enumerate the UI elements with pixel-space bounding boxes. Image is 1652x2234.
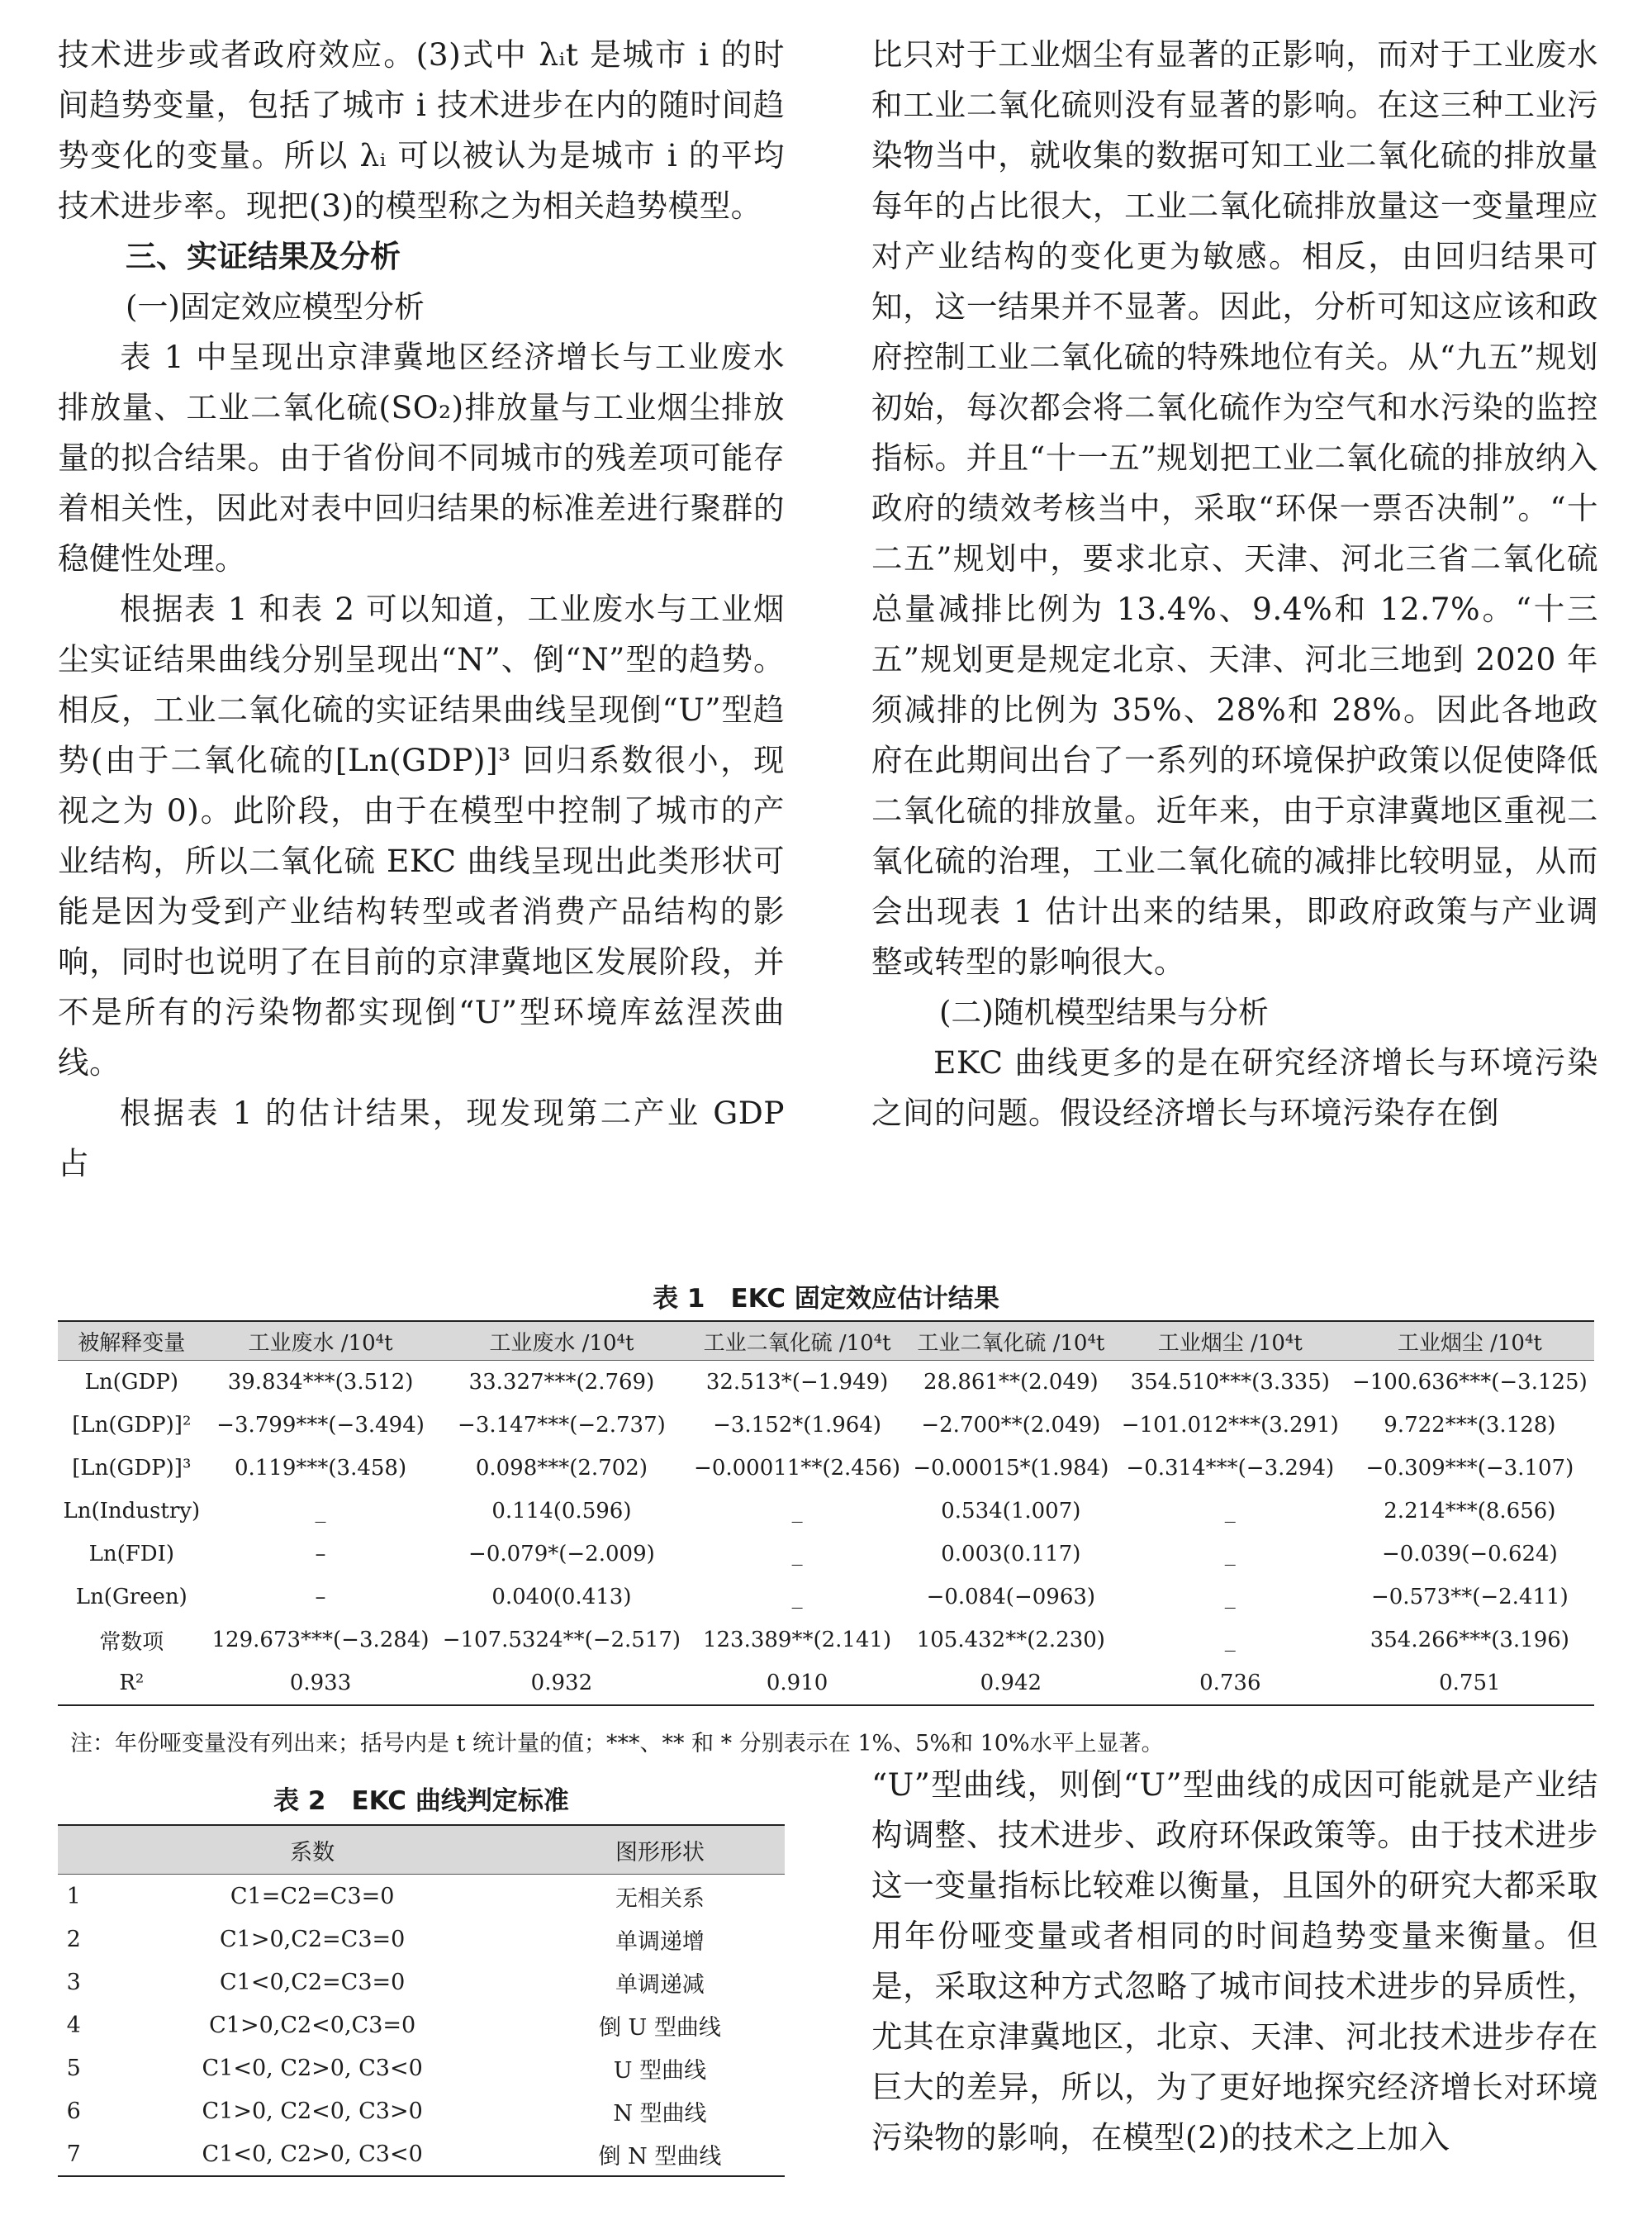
table-cell: R² [58,1661,206,1705]
table-cell: −3.147***(−2.737) [458,1413,666,1438]
table-cell: −0.084(−0963) [926,1585,1096,1609]
table-cell: 123.389**(2.141) [702,1628,892,1652]
table-cell: _ [791,1585,803,1609]
table-cell: 28.861**(2.049) [923,1370,1099,1395]
table-row [58,1618,1594,1661]
column-header: 工业废水 /10⁴t [206,1321,436,1361]
table-cell: _ [791,1542,803,1566]
paragraph: 比只对于工业烟尘有显著的正影响，而对于工业废水和工业二氧化硫则没有显著的影响。在这三种工业污染物当中，就收集的数据可知工业二氧化硫的排放量每年的占比很大，工业二氧化硫排放量这一变量理应对产业结构的变化更为敏感。相反，由回归结果可知，这一结果并不显著。因此，分析可知这应该和政府控制工业二氧化硫的特殊地位有关。从“九五”规划初始，每次都会将二氧化硫作为空气和水污染的监控指标。并且“十一五”规划把工业二氧化硫的排放纳入政府的绩效考核当中，采取“环保一票否决制”。“十二五”规划中，要求北京、天津、河北三省二氧化硫总量减排比例为 13.4%、9.4%和 12.7%。“十三五”规划更是规定北京、天津、河北三地到 2020 年须减排的比例为 35%、28%和 28%。因此各地政府在此期间出台了一系列的环境保护政策以促使降低二氧化硫的排放量。近年来，由于京津冀地区重视二氧化硫的治理，工业二氧化硫的减排比较明显，从而会出现表 1 估计出来的结果，即政府政策与产业调整或转型的影响很大。 [871,36,1598,980]
table1-note: 注：年份哑变量没有列出来；括号内是 t 统计量的值；***、** 和 * 分别表示在 1%、5%和 10%水平上显著。 [70,1731,1164,1756]
table-row [58,2003,785,2046]
table-cell: 0.736 [1115,1661,1346,1705]
table-cell: 0.098***(2.702) [475,1456,648,1481]
table-cell: C1>0, C2<0, C3>0 [202,2098,423,2124]
right-column [871,30,1598,1138]
table-cell: 0.933 [206,1661,436,1705]
table-cell: 9.722***(3.128) [1384,1413,1556,1438]
column-header: 工业二氧化硫 /10⁴t [687,1321,906,1361]
table-cell: Ln(FDI) [88,1542,175,1566]
table-cell: 6 [66,2098,81,2124]
subsection-heading: (二)随机模型结果与分析 [939,995,1269,1030]
table-cell: 0.119***(3.458) [234,1456,407,1481]
table-cell: 0.534(1.007) [941,1499,1081,1523]
column-header: 被解释变量 [58,1321,206,1361]
table-cell: 2.214***(8.656) [1384,1499,1556,1523]
paragraph: 表 1 中呈现出京津冀地区经济增长与工业废水排放量、工业二氧化硫(SO₂)排放量与工业烟尘排放量的拟合结果。由于省份间不同城市的残差项可能存着相关性，因此对表中回归结果的标准差进行聚群的稳健性处理。 [58,339,785,577]
table-cell: 5 [66,2055,81,2081]
paragraph: 根据表 1 的估计结果，现发现第二产业 GDP 占 [58,1095,785,1181]
table-cell: −0.00015*(1.984) [913,1456,1109,1481]
table-cell: _ [1224,1585,1236,1609]
table-cell: −0.079*(−2.009) [468,1542,655,1566]
table-row [58,1661,1594,1705]
paragraph: 技术进步或者政府效应。(3)式中 λᵢt 是城市 i 的时间趋势变量，包括了城市 i 技术进步在内的随时间趋势变化的变量。所以 λᵢ 可以被认为是城市 i 的平均技术进步率。现把(3)的模型称之为相关趋势模型。 [58,36,785,224]
table-cell: – [315,1542,326,1566]
table-cell: 倒 N 型曲线 [535,2132,785,2176]
table-cell: C1<0, C2>0, C3<0 [202,2055,423,2081]
column-header: 系数 [89,1825,534,1875]
table-cell: −0.039(−0.624) [1381,1542,1558,1566]
column-header: 工业烟尘 /10⁴t [1115,1321,1346,1361]
table-cell: 354.266***(3.196) [1370,1628,1569,1652]
table1-header-row [58,1321,1594,1361]
table-cell: 2 [66,1926,81,1952]
table-row [58,1404,1594,1447]
paragraph: EKC 曲线更多的是在研究经济增长与环境污染之间的问题。假设经济增长与环境污染存在倒 [871,1044,1598,1131]
table-cell: 105.432**(2.230) [916,1628,1105,1652]
table-cell: −3.152*(1.964) [713,1413,882,1438]
subsection-heading: (一)固定效应模型分析 [126,289,425,325]
table-cell: 7 [58,2132,89,2176]
column-header: 图形形状 [535,1825,785,1875]
table-cell: 无相关系 [615,1885,705,1912]
table-cell: _ [1224,1628,1236,1652]
table-cell: _ [315,1499,326,1523]
table-row [58,2132,785,2176]
table-cell: 4 [66,2012,81,2038]
table-cell: 单调递减 [615,1971,705,1998]
table-cell: 0.003(0.117) [941,1542,1081,1566]
table-cell: −100.636***(−3.125) [1351,1370,1588,1395]
table-cell: 129.673***(−3.284) [211,1628,430,1652]
table1-body [58,1361,1594,1706]
column-header: 工业烟尘 /10⁴t [1346,1321,1594,1361]
table-cell: [Ln(GDP)]² [72,1413,192,1438]
table-cell: −0.573**(−2.411) [1370,1585,1569,1609]
table-cell: 倒 U 型曲线 [598,2014,721,2041]
table-row [58,1875,785,1918]
table2 [58,1824,785,2177]
table2-header-row [58,1825,785,1875]
table-cell: U 型曲线 [613,2057,707,2084]
section-heading: 三、实证结果及分析 [126,239,401,274]
table-cell: 0.910 [687,1661,906,1705]
table-cell: −0.309***(−3.107) [1365,1456,1574,1481]
table-row [58,1533,1594,1576]
table2-body [58,1875,785,2177]
table-row [58,1447,1594,1490]
table-cell: −0.314***(−3.294) [1126,1456,1335,1481]
table-row [58,1576,1594,1618]
table-row [58,1361,1594,1405]
table-row [58,1490,1594,1533]
column-header [58,1825,89,1875]
table-cell: C1<0, C2>0, C3<0 [89,2132,534,2176]
table-row [58,1961,785,2003]
table2-caption: 表 2 EKC 曲线判定标准 [273,1786,569,1816]
table-cell: Ln(Green) [75,1585,188,1609]
table-cell: 3 [66,1969,81,1995]
table-cell: 0.942 [907,1661,1115,1705]
table-cell: 0.040(0.413) [491,1585,632,1609]
table1-caption: 表 1 EKC 固定效应估计结果 [653,1284,999,1314]
table-row [58,1918,785,1961]
column-header: 工业二氧化硫 /10⁴t [907,1321,1115,1361]
table-cell: C1<0,C2=C3=0 [219,1969,406,1995]
table-cell: 0.751 [1346,1661,1594,1705]
table-cell: C1=C2=C3=0 [230,1883,395,1909]
table-cell: Ln(Industry) [63,1499,201,1523]
table-cell: _ [1224,1542,1236,1566]
table-cell: −2.700**(2.049) [921,1413,1101,1438]
table-cell: C1>0,C2=C3=0 [219,1926,406,1952]
table-cell: 32.513*(−1.949) [705,1370,889,1395]
table-cell: C1>0,C2<0,C3=0 [209,2012,416,2038]
paragraph: “U”型曲线，则倒“U”型曲线的成因可能就是产业结构调整、技术进步、政府环保政策等。由于技术进步这一变量指标比较难以衡量，且国外的研究大都采取用年份哑变量或者相同的时间趋势变量来衡量。但是，采取这种方式忽略了城市间技术进步的异质性，尤其在京津冀地区，北京、天津、河北技术进步存在巨大的差异，所以，为了更好地探究经济增长对环境污染物的影响，在模型(2)的技术之上加入 [871,1766,1598,2156]
table-cell: N 型曲线 [613,2100,707,2127]
table-cell: −107.5324**(−2.517) [442,1628,681,1652]
table-cell: 39.834***(3.512) [227,1370,414,1395]
table-cell: −0.00011**(2.456) [694,1456,901,1481]
table-cell: 1 [66,1883,81,1909]
paragraph: 根据表 1 和表 2 可以知道，工业废水与工业烟尘实证结果曲线分别呈现出“N”、倒“N”型的趋势。相反，工业二氧化硫的实证结果曲线呈现倒“U”型趋势(由于二氧化硫的[Ln(GDP)]³ 回归系数很小，现视之为 0)。此阶段，由于在模型中控制了城市的产业结构，所以二氧化硫 EKC 曲线呈现出此类形状可能是因为受到产业结构转型或者消费产品结构的影响，同时也说明了在目前的京津冀地区发展阶段，并不是所有的污染物都实现倒“U”型环境库兹涅茨曲线。 [58,591,785,1081]
table-cell: −3.799***(−3.494) [216,1413,425,1438]
column-header: 工业废水 /10⁴t [435,1321,687,1361]
table-cell: 单调递增 [615,1928,705,1955]
table-cell: 354.510***(3.335) [1130,1370,1330,1395]
table-cell: – [315,1585,326,1609]
table-cell: 33.327***(2.769) [468,1370,655,1395]
table-row [58,2046,785,2089]
table1 [58,1320,1594,1706]
table-cell: 常数项 [99,1629,164,1655]
table-cell: _ [791,1499,803,1523]
right-column-continued [871,1760,1598,2163]
left-column [58,30,785,1189]
table-cell: _ [1224,1499,1236,1523]
table-cell: −101.012***(3.291) [1121,1413,1339,1438]
table-cell: 0.932 [435,1661,687,1705]
table-cell: [Ln(GDP)]³ [72,1456,192,1481]
table-cell: Ln(GDP) [84,1370,179,1395]
table-row [58,2089,785,2132]
table-cell: 0.114(0.596) [491,1499,632,1523]
